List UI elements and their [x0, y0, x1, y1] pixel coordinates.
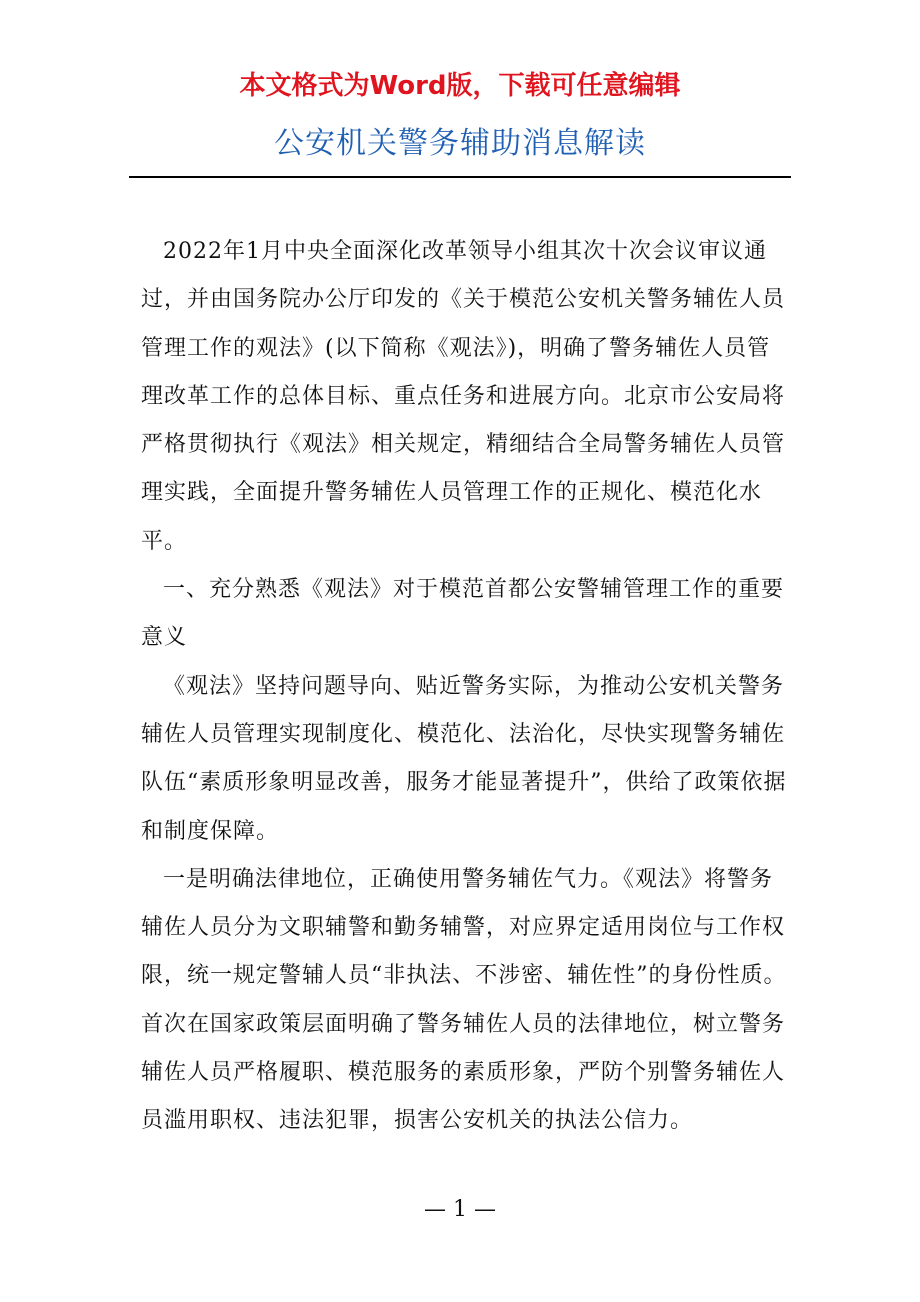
edit-notice-banner: 本文格式为Word版，下载可任意编辑 — [239, 71, 681, 101]
document-title: 公安机关警务辅助消息解读 — [274, 126, 646, 161]
paragraph-legal-status: 一是明确法律地位，正确使用警务辅佐气力。《观法》将警务辅佐人员分为文职辅警和勤务辅警，对应界定适用岗位与工作权限，统一规定警辅人员“非执法、不涉密、辅佐性”的身份性质。首次在国家政策层面明确了警务辅佐人员的法律地位，树立警务辅佐人员严格履职、模范服务的素质形象，严防个别警务辅佐人员滥用职权、违法犯罪，损害公安机关的执法公信力。 — [141, 866, 787, 1134]
paragraph-significance: 《观法》坚持问题导向、贴近警务实际，为推动公安机关警务辅佐人员管理实现制度化、模范化、法治化，尽快实现警务辅佐队伍“素质形象明显改善，服务才能显著提升”，供给了政策依据和制度保障。 — [141, 673, 787, 844]
document-body — [141, 228, 789, 1146]
title-divider — [129, 176, 791, 178]
section-heading-1: 一、充分熟悉《观法》对于模范首都公安警辅管理工作的重要意义 — [141, 577, 785, 651]
paragraph-intro: 2022年1月中央全面深化改革领导小组其次十次会议审议通过，并由国务院办公厅印发的《关于模范公安机关警务辅佐人员管理工作的观法》(以下简称《观法》)，明确了警务辅佐人员管理改革工作的总体目标、重点任务和进展方向。北京市公安局将严格贯彻执行《观法》相关规定，精细结合全局警务辅佐人员管理实践，全面提升警务辅佐人员管理工作的正规化、模范化水平。 — [141, 239, 786, 554]
page-number: — 1 — — [424, 1197, 496, 1222]
